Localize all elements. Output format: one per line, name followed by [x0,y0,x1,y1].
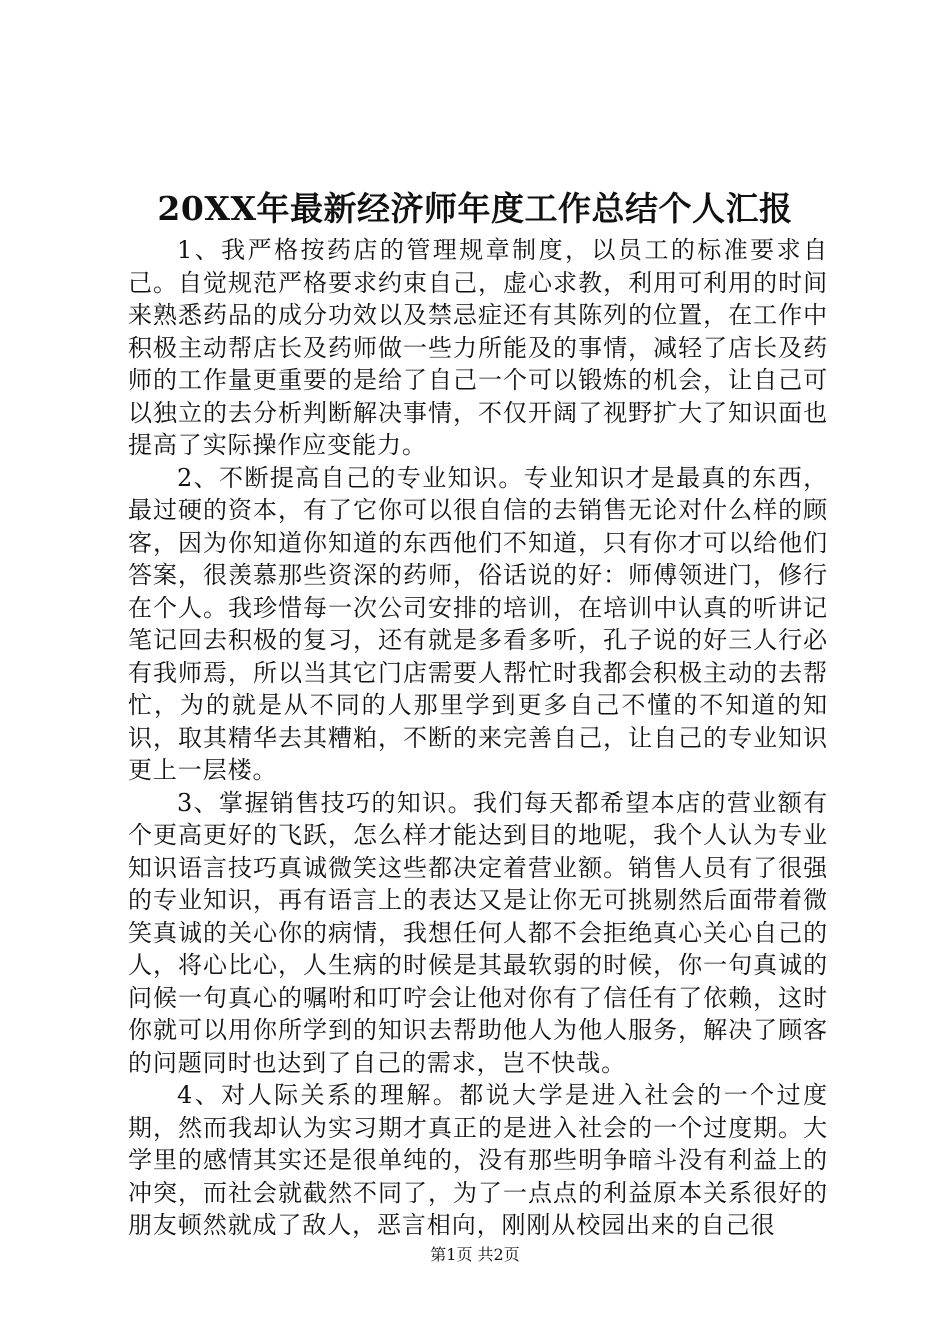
page-footer: 第1页 共2页 [430,1245,520,1264]
paragraph-2: 2、不断提高自己的专业知识。专业知识才是最真的东西，最过硬的资本，有了它你可以很自信的去销售无论对什么样的顾客，因为你知道你知道的东西他们不知道，只有你才可以给他们答案，很羡慕那些资深的药师，俗话说的好：师傅领进门，修行在个人。我珍惜每一次公司安排的培训，在培训中认真的听讲记笔记回去积极的复习，还有就是多看多听，孔子说的好三人行必有我师焉，所以当其它门店需要人帮忙时我都会积极主动的去帮忙，为的就是从不同的人那里学到更多自己不懂的不知道的知识，取其精华去其糟粕，不断的来完善自己，让自己的专业知识更上一层楼。 [128,463,828,784]
paragraph-1: 1、我严格按药店的管理规章制度，以员工的标准要求自己。自觉规范严格要求约束自己，虚心求教，利用可利用的时间来熟悉药品的成分功效以及禁忌症还有其陈列的位置，在工作中积极主动帮店长及药师做一些力所能及的事情，减轻了店长及药师的工作量更重要的是给了自己一个可以锻炼的机会，让自己可以独立的去分析判断解决事情，不仅开阔了视野扩大了知识面也提高了实际操作应变能力。 [128,236,828,459]
paragraph-4: 4、对人际关系的理解。都说大学是进入社会的一个过度期，然而我却认为实习期才真正的是进入社会的一个过度期。大学里的感情其实还是很单纯的，没有那些明争暗斗没有利益上的冲突，而社会就截然不同了，为了一点点的利益原本关系很好的朋友顿然就成了敌人，恶言相向，刚刚从校园出来的自己很 [128,1081,828,1239]
paragraph-3: 3、掌握销售技巧的知识。我们每天都希望本店的营业额有个更高更好的飞跃，怎么样才能达到目的地呢，我个人认为专业知识语言技巧真诚微笑这些都决定着营业额。销售人员有了很强的专业知识，再有语言上的表达又是让你无可挑剔然后面带着微笑真诚的关心你的病情，我想任何人都不会拒绝真心关心自己的人，将心比心，人生病的时候是其最软弱的时候，你一句真诚的问候一句真心的嘱咐和叮咛会让他对你有了信任有了依赖，这时你就可以用你所学到的知识去帮助他人为他人服务，解决了顾客的问题同时也达到了自己的需求，岂不快哉。 [128,788,828,1077]
document-body [128,234,828,1242]
document-title: 20XX年最新经济师年度工作总结个人汇报 [157,189,793,228]
